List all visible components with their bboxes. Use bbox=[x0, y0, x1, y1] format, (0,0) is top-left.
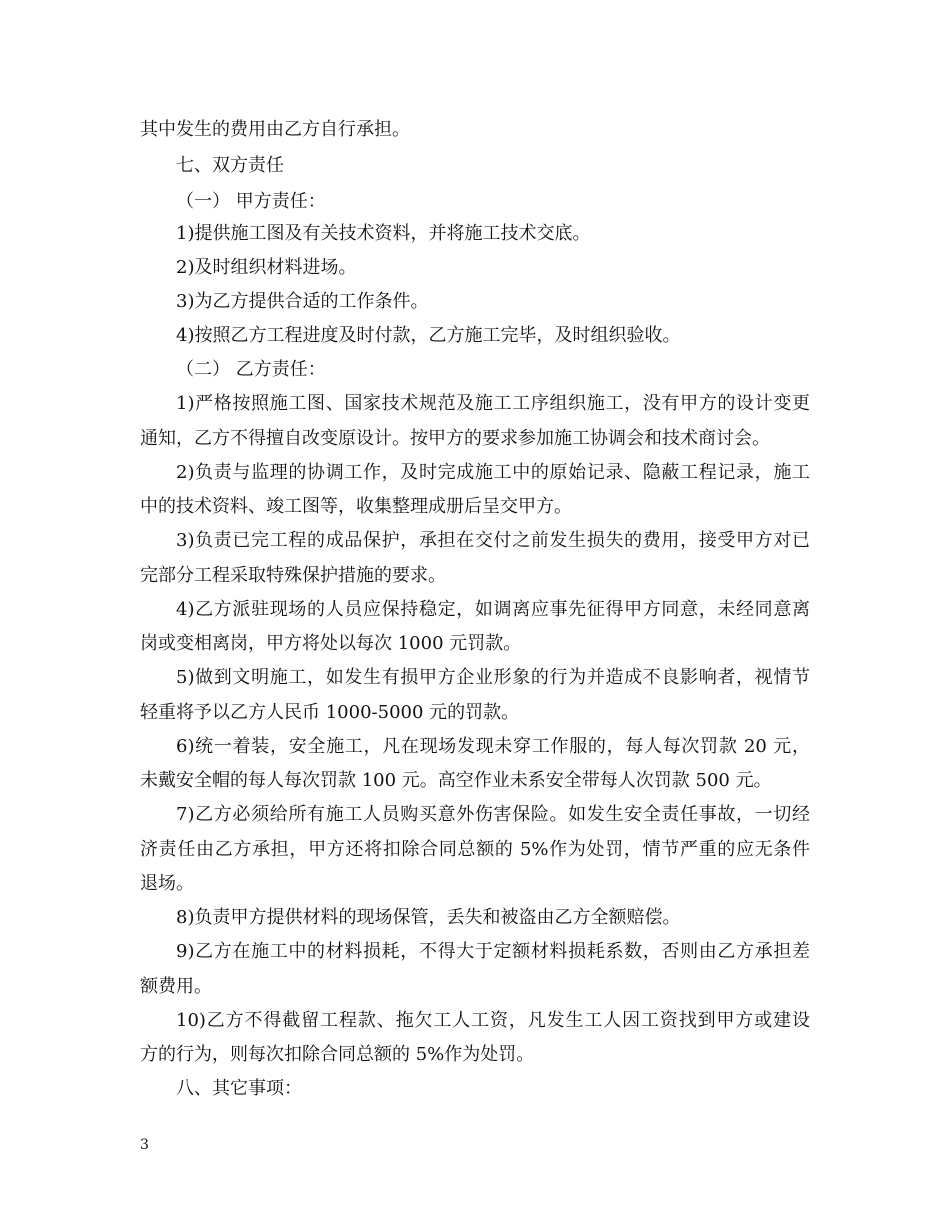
list-item: 2)负责与监理的协调工作，及时完成施工中的原始记录、隐蔽工程记录，施工 bbox=[176, 462, 810, 483]
list-item: 4)按照乙方工程进度及时付款，乙方施工完毕，及时组织验收。 bbox=[176, 325, 681, 346]
list-item: 10)乙方不得截留工程款、拖欠工人工资，凡发生工人因工资找到甲方或建设 bbox=[176, 1010, 810, 1031]
list-item-continuation: 岗或变相离岗，甲方将处以每次 1000 元罚款。 bbox=[140, 633, 522, 654]
section-heading: 八、其它事项： bbox=[176, 1078, 302, 1099]
list-item: 1)严格按照施工图、国家技术规范及施工工序组织施工，没有甲方的设计变更 bbox=[176, 393, 810, 414]
list-item: 2)及时组织材料进场。 bbox=[176, 257, 357, 278]
list-item: 4)乙方派驻现场的人员应保持稳定，如调离应事先征得甲方同意，未经同意离 bbox=[176, 599, 810, 620]
list-item-continuation: 额费用。 bbox=[140, 976, 212, 997]
list-item-continuation: 轻重将予以乙方人民币 1000-5000 元的罚款。 bbox=[140, 702, 520, 723]
list-item: 3)负责已完工程的成品保护，承担在交付之前发生损失的费用，接受甲方对已 bbox=[176, 530, 810, 551]
section-heading: 七、双方责任 bbox=[176, 155, 284, 176]
subsection-heading: （二） 乙方责任： bbox=[176, 359, 326, 380]
list-item: 9)乙方在施工中的材料损耗，不得大于定额材料损耗系数，否则由乙方承担差 bbox=[176, 941, 810, 962]
list-item-continuation: 退场。 bbox=[140, 873, 194, 894]
list-item: 3)为乙方提供合适的工作条件。 bbox=[176, 291, 429, 312]
paragraph-line: 其中发生的费用由乙方自行承担。 bbox=[140, 119, 410, 140]
list-item: 5)做到文明施工，如发生有损甲方企业形象的行为并造成不良影响者，视情节 bbox=[176, 667, 810, 688]
list-item: 1)提供施工图及有关技术资料，并将施工技术交底。 bbox=[176, 223, 591, 244]
page-number: 3 bbox=[140, 1137, 149, 1153]
list-item-continuation: 中的技术资料、竣工图等，收集整理成册后呈交甲方。 bbox=[140, 496, 572, 517]
list-item: 6)统一着装，安全施工，凡在现场发现未穿工作服的，每人每次罚款 20 元， bbox=[176, 736, 810, 757]
list-item: 8)负责甲方提供材料的现场保管，丢失和被盗由乙方全额赔偿。 bbox=[176, 907, 681, 928]
list-item-continuation: 方的行为，则每次扣除合同总额的 5%作为处罚。 bbox=[140, 1044, 535, 1065]
list-item-continuation: 济责任由乙方承担，甲方还将扣除合同总额的 5%作为处罚，情节严重的应无条件 bbox=[140, 839, 810, 860]
subsection-heading: （一） 甲方责任： bbox=[176, 191, 326, 212]
list-item-continuation: 完部分工程采取特殊保护措施的要求。 bbox=[140, 565, 446, 586]
list-item: 7)乙方必须给所有施工人员购买意外伤害保险。如发生安全责任事故，一切经 bbox=[176, 804, 810, 825]
list-item-continuation: 通知，乙方不得擅自改变原设计。按甲方的要求参加施工协调会和技术商讨会。 bbox=[140, 428, 770, 449]
list-item-continuation: 未戴安全帽的每人每次罚款 100 元。高空作业未系安全带每人次罚款 500 元。 bbox=[140, 770, 772, 791]
